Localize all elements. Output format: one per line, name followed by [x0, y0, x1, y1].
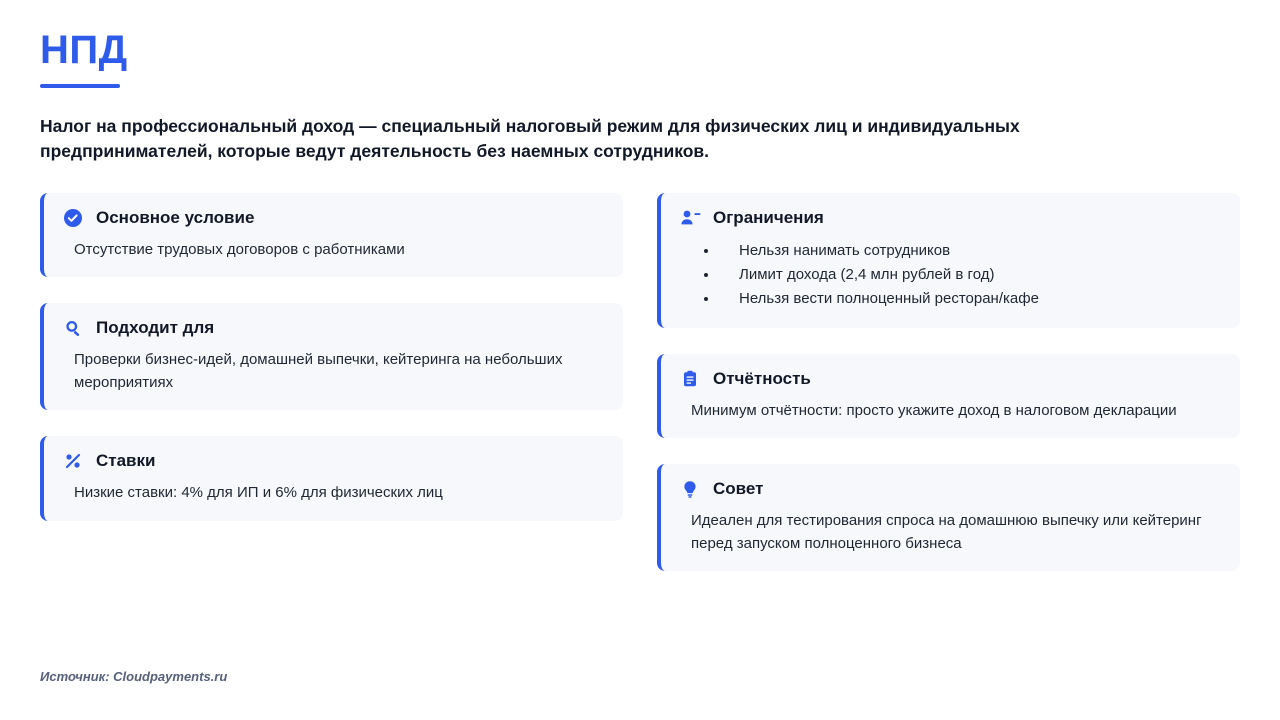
user-minus-icon — [679, 207, 701, 229]
list-item: • Нельзя вести полноценный ресторан/кафе — [719, 287, 1222, 311]
card-limitations — [657, 193, 1240, 328]
page-title-block — [40, 28, 1240, 88]
card-header — [62, 317, 605, 339]
right-column — [657, 193, 1240, 571]
card-title: Совет — [713, 479, 764, 499]
card-text: Проверки бизнес-идей, домашней выпечки, кейтеринга на небольших мероприятиях — [74, 351, 563, 391]
card-advice — [657, 464, 1240, 571]
card-text: Минимум отчётности: просто укажите доход в налоговом декларации — [691, 401, 1177, 419]
card-suitable-for — [40, 303, 623, 410]
card-rates — [40, 436, 623, 521]
card-title: Ставки — [96, 451, 156, 471]
card-header — [679, 478, 1222, 500]
list-item: • Нельзя нанимать сотрудников — [719, 239, 1222, 263]
page-title: НПД — [40, 28, 128, 72]
card-text: Низкие ставки: 4% для ИП и 6% для физических лиц — [74, 484, 443, 502]
list-item: • Лимит дохода (2,4 млн рублей в год) — [719, 263, 1222, 287]
card-title: Подходит для — [96, 318, 215, 338]
card-text: Отсутствие трудовых договоров с работниками — [74, 240, 405, 258]
magnifier-icon — [62, 317, 84, 339]
card-header — [62, 450, 605, 472]
card-main-condition — [40, 193, 623, 278]
clipboard-icon — [679, 368, 701, 390]
card-title: Отчётность — [713, 368, 811, 388]
title-underline — [40, 84, 120, 88]
source-note: Источник: Cloudpayments.ru — [40, 669, 228, 684]
percent-icon — [62, 450, 84, 472]
check-circle-icon — [62, 207, 84, 229]
card-reporting — [657, 354, 1240, 439]
card-title: Ограничения — [713, 207, 824, 227]
card-header — [62, 207, 605, 229]
left-column — [40, 193, 623, 571]
card-header — [679, 368, 1222, 390]
card-list — [679, 239, 1222, 312]
card-text: Идеален для тестирования спроса на домашнюю выпечку или кейтеринг перед запуском полноценного бизнеса — [691, 512, 1202, 552]
cards-columns — [40, 193, 1240, 571]
lightbulb-icon — [679, 478, 701, 500]
card-header — [679, 207, 1222, 229]
intro-paragraph: Налог на профессиональный доход — специальный налоговый режим для физических лиц и индивидуальных предпринимателей, которые ведут деятельность без наемных сотрудников. — [40, 116, 1020, 162]
card-title: Основное условие — [96, 207, 255, 227]
